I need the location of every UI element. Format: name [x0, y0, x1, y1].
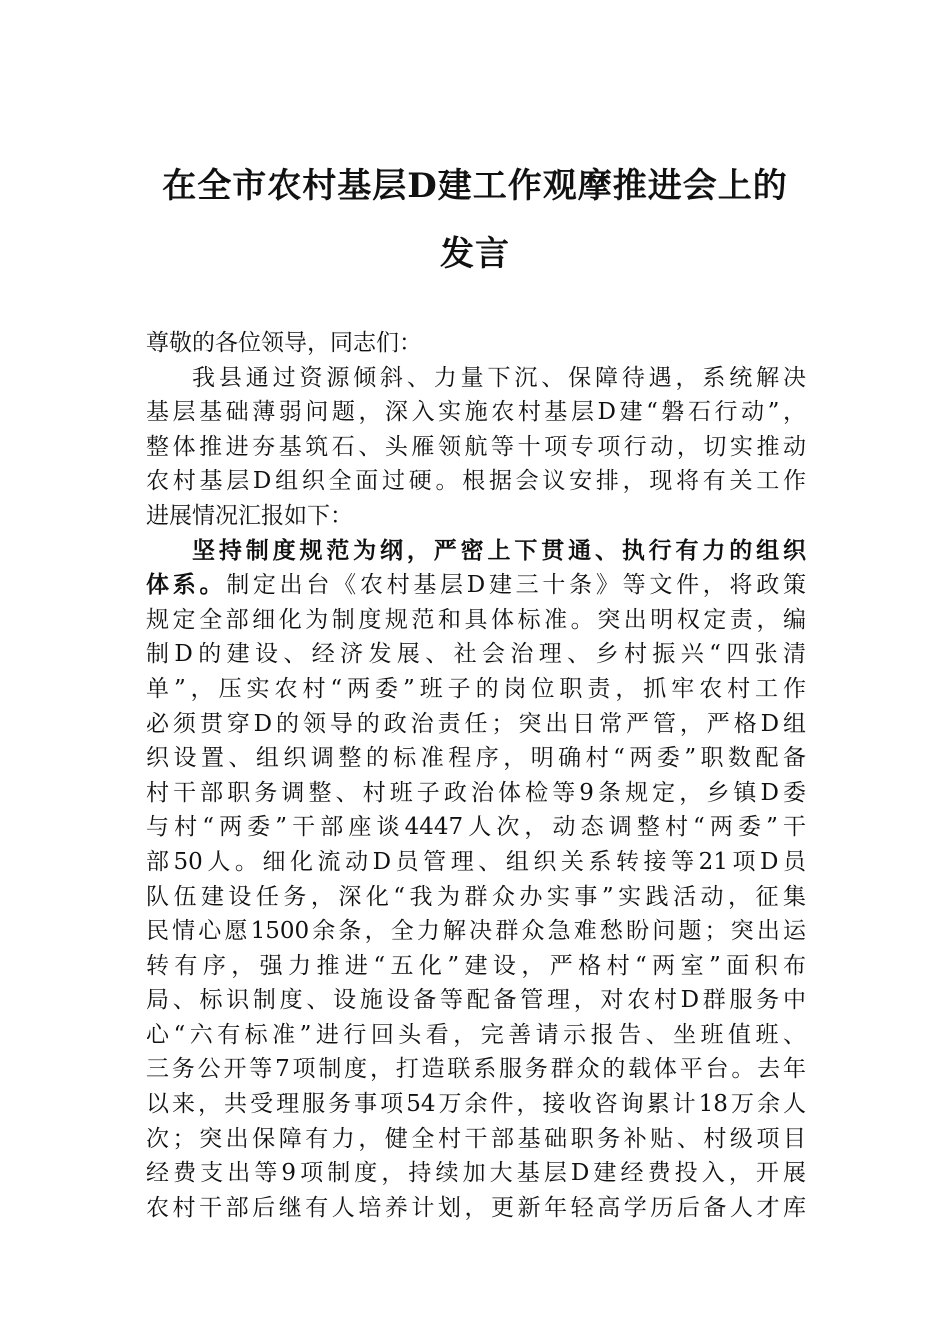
- section-line: 制D的建设、经济发展、社会治理、乡村振兴“四张清: [146, 641, 806, 668]
- section-text: 制定出台《农村基层D建三十条》等文件，将政策: [226, 572, 806, 599]
- section-line: 以来，共受理服务事项54万余件，接收咨询累计18万余人: [146, 1091, 806, 1118]
- section-line: 规定全部细化为制度规范和具体标准。突出明权定责，编: [146, 606, 806, 633]
- section-line: 次；突出保障有力，健全村干部基础职务补贴、村级项目: [146, 1125, 806, 1152]
- section-line: 局、标识制度、设施设备等配备管理，对农村D群服务中: [146, 987, 806, 1014]
- section-line: 民情心愿1500余条，全力解决群众急难愁盼问题；突出运: [146, 918, 806, 945]
- section-line: 心“六有标准”进行回头看，完善请示报告、坐班值班、: [146, 1021, 806, 1048]
- section-line: 与村“两委”干部座谈4447人次，动态调整村“两委”干: [146, 814, 806, 841]
- section-line: 转有序，强力推进“五化”建设，严格村“两室”面积布: [146, 952, 806, 979]
- intro-line: 农村基层D组织全面过硬。根据会议安排，现将有关工作: [146, 468, 806, 495]
- section-line: 经费支出等9项制度，持续加大基层D建经费投入，开展: [146, 1160, 806, 1187]
- section-line: 织设置、组织调整的标准程序，明确村“两委”职数配备: [146, 745, 806, 772]
- document-title-line-2: 发言: [440, 234, 510, 274]
- section-line: 单”，压实农村“两委”班子的岗位职责，抓牢农村工作: [146, 675, 806, 702]
- section-line: 村干部职务调整、村班子政治体检等9条规定，乡镇D委: [146, 779, 806, 806]
- section-line: 部50人。细化流动D员管理、组织关系转接等21项D员: [146, 848, 806, 875]
- section-line: 三务公开等7项制度，打造联系服务群众的载体平台。去年: [146, 1056, 806, 1083]
- intro-line: 整体推进夯基筑石、头雁领航等十项专项行动，切实推动: [146, 433, 806, 460]
- section-line: 农村干部后继有人培养计划，更新年轻高学历后备人才库: [146, 1194, 806, 1221]
- section-line: [146, 568, 806, 603]
- intro-line: 我县通过资源倾斜、力量下沉、保障待遇，系统解决: [192, 364, 806, 391]
- intro-line: 基层基础薄弱问题，深入实施农村基层D建“磐石行动”，: [146, 399, 806, 426]
- section-heading-end: 体系。: [146, 571, 227, 599]
- document-body: [146, 326, 806, 1225]
- salutation: 尊敬的各位领导，同志们：: [146, 330, 422, 356]
- section-heading: 坚持制度规范为纲，严密上下贯通、执行有力的组织: [192, 536, 806, 564]
- section-line: 队伍建设任务，深化“我为群众办实事”实践活动，征集: [146, 883, 806, 910]
- document-title-line-1: 在全市农村基层D建工作观摩推进会上的: [162, 166, 788, 206]
- section-line: 必须贯穿D的领导的政治责任；突出日常严管，严格D组: [146, 710, 806, 737]
- intro-line: 进展情况汇报如下：: [146, 502, 353, 529]
